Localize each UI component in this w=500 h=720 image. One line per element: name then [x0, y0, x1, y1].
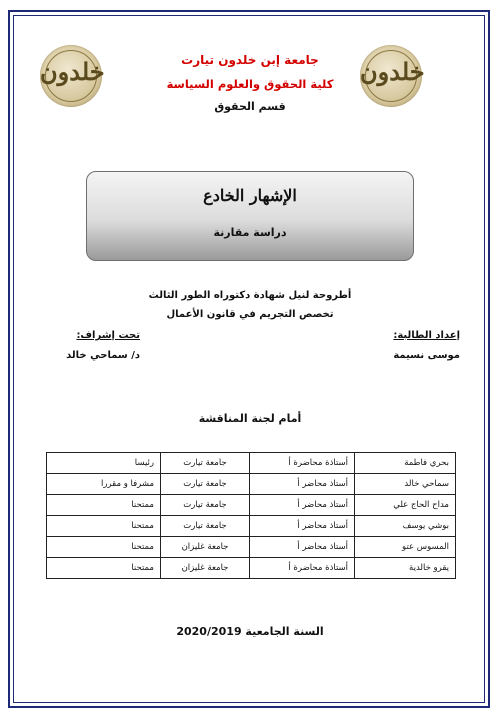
logo-glyph: خلدون [40, 57, 105, 86]
member-name: مداح الحاج علي [355, 495, 456, 516]
member-name: بوشي يوسف [355, 516, 456, 537]
specialty-line: تخصص التجريم في قانون الأعمال [166, 309, 334, 320]
member-rank: أستاذ محاضر أ [250, 516, 355, 537]
table-row [47, 516, 456, 537]
faculty-name: كلية الحقوق والعلوم السياسة [166, 77, 334, 91]
supervisor-name: د/ سماحي خالد [66, 350, 140, 361]
supervisor-label: تحت إشراف: [76, 330, 140, 341]
member-rank: أستاذة محاضرة أ [250, 558, 355, 579]
university-logo-left [40, 45, 105, 107]
table-row [47, 558, 456, 579]
member-role: ممتحنا [47, 558, 161, 579]
student-name: موسى نسيمة [393, 350, 460, 361]
title-box [86, 171, 414, 261]
member-role: ممتحنا [47, 537, 161, 558]
member-role: ممتحنا [47, 495, 161, 516]
university-name: جامعة إبن خلدون تيارت [181, 53, 319, 67]
member-university: جامعة غليزان [161, 537, 250, 558]
member-university: جامعة تيارت [161, 474, 250, 495]
logo-glyph: خلدون [360, 57, 425, 86]
member-role: مشرفا و مقررا [47, 474, 161, 495]
table-row [47, 495, 456, 516]
table-row [47, 474, 456, 495]
member-rank: أستاذة محاضرة أ [250, 453, 355, 474]
committee-table [46, 452, 456, 579]
table-row [47, 537, 456, 558]
member-university: جامعة غليزان [161, 558, 250, 579]
member-university: جامعة تيارت [161, 516, 250, 537]
member-rank: أستاذ محاضر أ [250, 474, 355, 495]
academic-year: السنة الجامعية 2020/2019 [176, 625, 324, 638]
member-name: بحري فاطمة [355, 453, 456, 474]
member-role: ممتحنا [47, 516, 161, 537]
member-rank: أستاذ محاضر أ [250, 495, 355, 516]
thesis-title: الإشهار الخادع [203, 186, 297, 205]
member-name: يقرو خالدية [355, 558, 456, 579]
department-name: قسم الحقوق [214, 100, 286, 113]
table-row [47, 453, 456, 474]
member-name: المسوس عتو [355, 537, 456, 558]
member-role: رئيسا [47, 453, 161, 474]
member-name: سماحي خالد [355, 474, 456, 495]
committee-title: أمام لجنة المناقشة [198, 412, 302, 425]
thesis-subtitle: دراسة مقارنة [213, 226, 287, 239]
degree-line: أطروحة لنيل شهادة دكتوراه الطور الثالث [148, 290, 352, 301]
student-label: إعداد الطالبة: [393, 330, 460, 341]
member-rank: أستاذ محاضر أ [250, 537, 355, 558]
member-university: جامعة تيارت [161, 453, 250, 474]
member-university: جامعة تيارت [161, 495, 250, 516]
